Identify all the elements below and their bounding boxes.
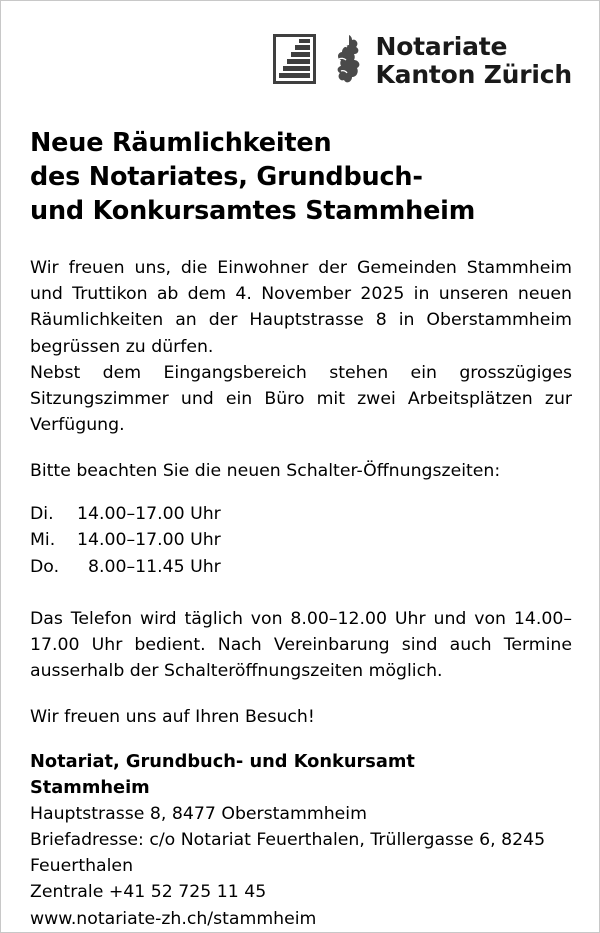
hours-intro: Bitte beachten Sie die neuen Schalter-Öffnungszeiten: bbox=[30, 460, 501, 481]
body-text bbox=[30, 255, 572, 484]
opening-hours-list bbox=[30, 501, 572, 580]
hours-day: Di. bbox=[30, 503, 54, 524]
contact-title-line-2: Stammheim bbox=[30, 776, 150, 798]
paragraph-intro: Wir freuen uns, die Einwohner der Gemeinden Stammheim und Truttikon ab dem 4. November 2025 in unseren neuen Räumlichkeiten an der Hauptstrasse 8 in Oberstammheim begrüssen zu dürfen. bbox=[30, 257, 572, 357]
hours-time: 14.00–17.00 Uhr bbox=[77, 503, 221, 524]
contact-title-line-1: Notariat, Grundbuch- und Konkursamt bbox=[30, 750, 415, 772]
page-title bbox=[30, 127, 572, 229]
hours-day: Do. bbox=[30, 556, 60, 577]
logo-line-2: Kanton Zürich bbox=[375, 60, 572, 89]
page-title-line-1: Neue Räumlichkeiten bbox=[30, 128, 332, 158]
lion-icon bbox=[329, 33, 363, 89]
contact-address: Hauptstrasse 8, 8477 Oberstammheim bbox=[30, 803, 367, 824]
paragraph-phone: Das Telefon wird täglich von 8.00–12.00 Uhr und von 14.00–17.00 Uhr bedient. Nach Vereinbarung sind auch Termine ausserhalb der Schalteröffnungszeiten möglich. bbox=[30, 608, 572, 682]
page-title-line-3: und Konkursamtes Stammheim bbox=[30, 195, 476, 226]
hours-time: 8.00–11.45 Uhr bbox=[77, 556, 221, 577]
contact-website[interactable]: www.notariate-zh.ch/stammheim bbox=[30, 908, 317, 929]
list-item bbox=[30, 527, 572, 553]
contact-mailing-address: Briefadresse: c/o Notariat Feuerthalen, Trüllergasse 6, 8245 Feuerthalen bbox=[30, 829, 546, 877]
hours-day: Mi. bbox=[30, 530, 56, 551]
content-container bbox=[30, 29, 572, 932]
page-title-line-2: des Notariates, Grundbuch- bbox=[30, 161, 423, 192]
stacked-document-steps-icon bbox=[273, 33, 323, 85]
logo-mark bbox=[273, 33, 363, 89]
logo-header bbox=[30, 29, 572, 93]
contact-block bbox=[30, 749, 572, 932]
logo-line-1: Notariate bbox=[375, 32, 508, 61]
logo-wordmark bbox=[375, 33, 572, 89]
list-item bbox=[30, 501, 572, 527]
hours-time: 14.00–17.00 Uhr bbox=[77, 530, 221, 551]
paragraph-rooms: Nebst dem Eingangsbereich stehen ein grosszügiges Sitzungszimmer und ein Büro mit zwei Arbeitsplätzen zur Verfügung. bbox=[30, 362, 572, 436]
list-item bbox=[30, 554, 572, 580]
contact-phone: Zentrale +41 52 725 11 45 bbox=[30, 882, 267, 903]
paragraph-closing: Wir freuen uns auf Ihren Besuch! bbox=[30, 706, 315, 727]
body-text-secondary bbox=[30, 606, 572, 730]
